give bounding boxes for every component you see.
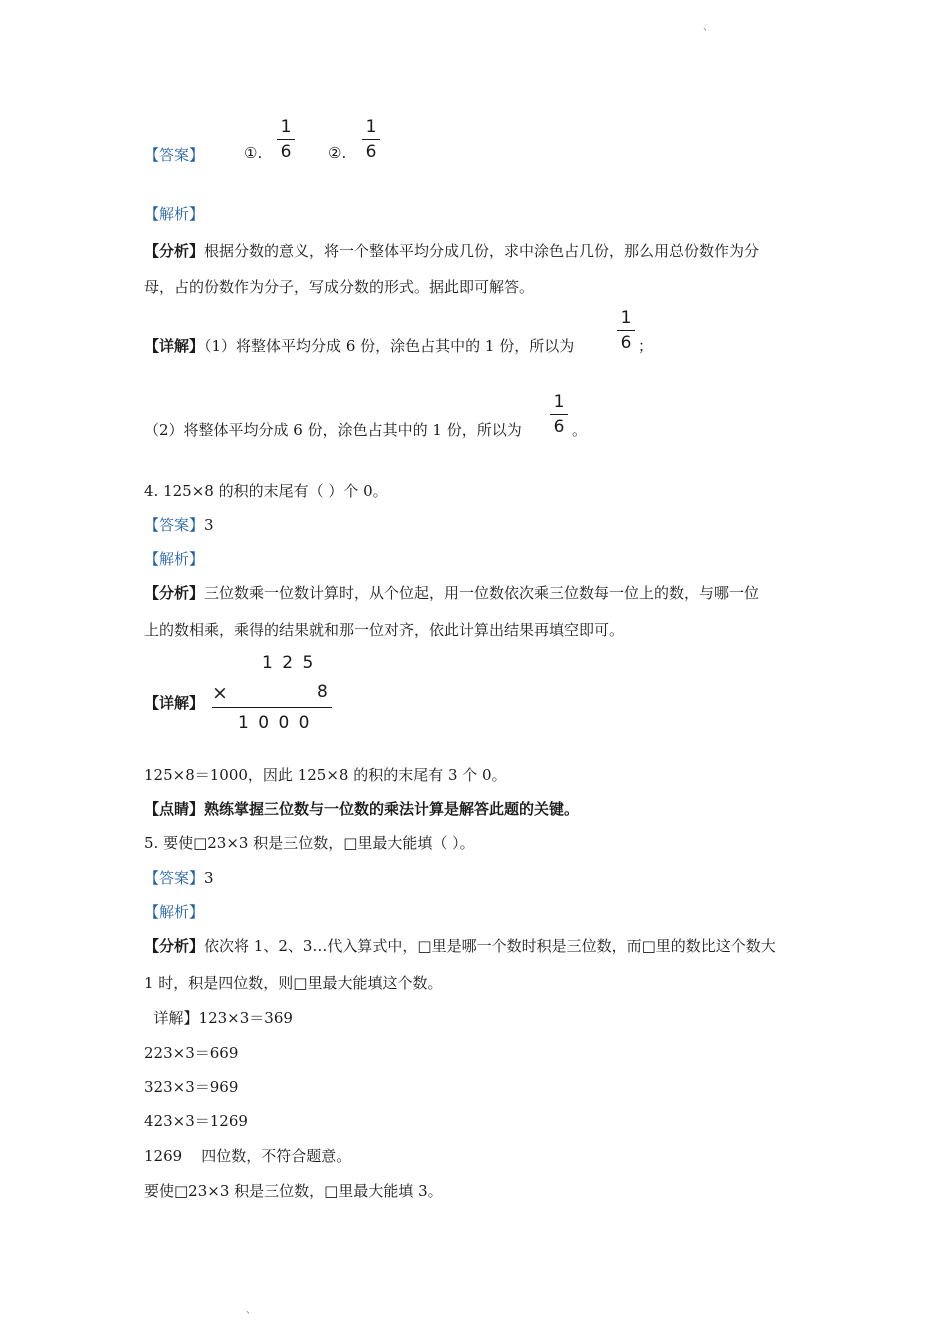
xiangjie-tag: 【详解】	[144, 694, 205, 712]
answer-value: 3	[204, 869, 214, 887]
fenxi-line-1	[144, 240, 759, 261]
question-4: 4. 125×8 的积的末尾有（ ）个 0。	[144, 482, 388, 500]
fenxi-tag: 【分析】	[144, 937, 205, 955]
calc-multiplicand: 1 2 5	[262, 653, 316, 673]
numerator: 1	[277, 117, 295, 140]
fenxi-line-2: 母，占的份数作为分子，写成分数的形式。据此即可解答。	[144, 278, 535, 296]
xiangjie-text: （1）将整体平均分成 6 份，涂色占其中的 1 份，所以为	[204, 337, 575, 355]
calc-result: 1 0 0 0	[238, 713, 312, 733]
q4-result-line: 125×8＝1000，因此 125×8 的积的末尾有 3 个 0。	[144, 766, 507, 784]
answer-2-fraction	[362, 117, 380, 162]
calc-line-2: 223×3＝669	[144, 1044, 239, 1062]
xiangjie-tag: 【详解】	[144, 337, 205, 355]
denominator: 6	[365, 142, 377, 162]
numerator: 1	[617, 308, 635, 331]
calc-line-4: 423×3＝1269	[144, 1112, 248, 1130]
dianjing-line	[144, 798, 579, 819]
xiangjie-line-2-end: 。	[572, 421, 588, 439]
xiangjie-fraction-2	[550, 392, 568, 437]
calc-operator: ×	[212, 682, 228, 704]
answer-value: 3	[204, 516, 214, 534]
xiangjie-fraction-1	[617, 308, 635, 353]
fenxi-text: 三位数乘一位数计算时，从个位起，用一位数依次乘三位数每一位上的数，与哪一位	[204, 584, 760, 602]
calc-line-5: 1269 四位数，不符合题意。	[144, 1147, 352, 1165]
fenxi-line-1	[144, 582, 759, 603]
fenxi-text: 根据分数的意义，将一个整体平均分成几份，求中涂色占几份，那么用总份数作为分	[204, 242, 760, 260]
q5-answer-line	[144, 867, 214, 888]
answer-tag: 【答案】	[144, 869, 205, 887]
fenxi-line-1	[144, 935, 776, 956]
xiangjie-line-1-end: ；	[638, 337, 654, 355]
fenxi-text: 依次将 1、2、3…代入算式中，□里是哪一个数时积是三位数，而□里的数比这个数大	[204, 937, 776, 955]
numerator: 1	[362, 117, 380, 140]
numerator: 1	[550, 392, 568, 415]
analysis-tag: 【解析】	[144, 903, 205, 921]
calc-rule	[212, 707, 332, 708]
denominator: 6	[553, 417, 565, 437]
conclusion-line: 要使□23×3 积是三位数，□里最大能填 3。	[144, 1182, 443, 1200]
xiangjie-line-2: （2）将整体平均分成 6 份，涂色占其中的 1 份，所以为	[144, 421, 522, 439]
answer-tag: 【答案】	[144, 146, 205, 164]
denominator: 6	[620, 333, 632, 353]
corner-mark-bottom: 、	[246, 1305, 256, 1316]
fenxi-tag: 【分析】	[144, 242, 205, 260]
fenxi-tag: 【分析】	[144, 584, 205, 602]
q4-answer-line	[144, 514, 214, 535]
corner-mark-top: 、	[703, 22, 713, 33]
dianjing-text: 熟练掌握三位数与一位数的乘法计算是解答此题的关键。	[204, 800, 580, 818]
fenxi-line-2: 上的数相乘，乘得的结果就和那一位对齐，依此计算出结果再填空即可。	[144, 621, 625, 639]
xiangjie-line-1	[144, 335, 574, 356]
fenxi-line-2: 1 时，积是四位数，则□里最大能填这个数。	[144, 974, 443, 992]
answer-1-fraction	[277, 117, 295, 162]
calc-line-3: 323×3＝969	[144, 1078, 239, 1096]
analysis-tag: 【解析】	[144, 205, 205, 223]
question-5: 5. 要使□23×3 积是三位数，□里最大能填（ ）。	[144, 834, 475, 852]
analysis-tag: 【解析】	[144, 550, 205, 568]
answer-2-label: ②.	[328, 144, 347, 162]
answer-1-label: ①.	[244, 144, 263, 162]
answer-tag: 【答案】	[144, 516, 205, 534]
denominator: 6	[280, 142, 292, 162]
calc-multiplier: 8	[317, 682, 328, 702]
dianjing-tag: 【点睛】	[144, 800, 205, 818]
xiangjie-line: 详解】123×3＝369	[144, 1009, 293, 1027]
